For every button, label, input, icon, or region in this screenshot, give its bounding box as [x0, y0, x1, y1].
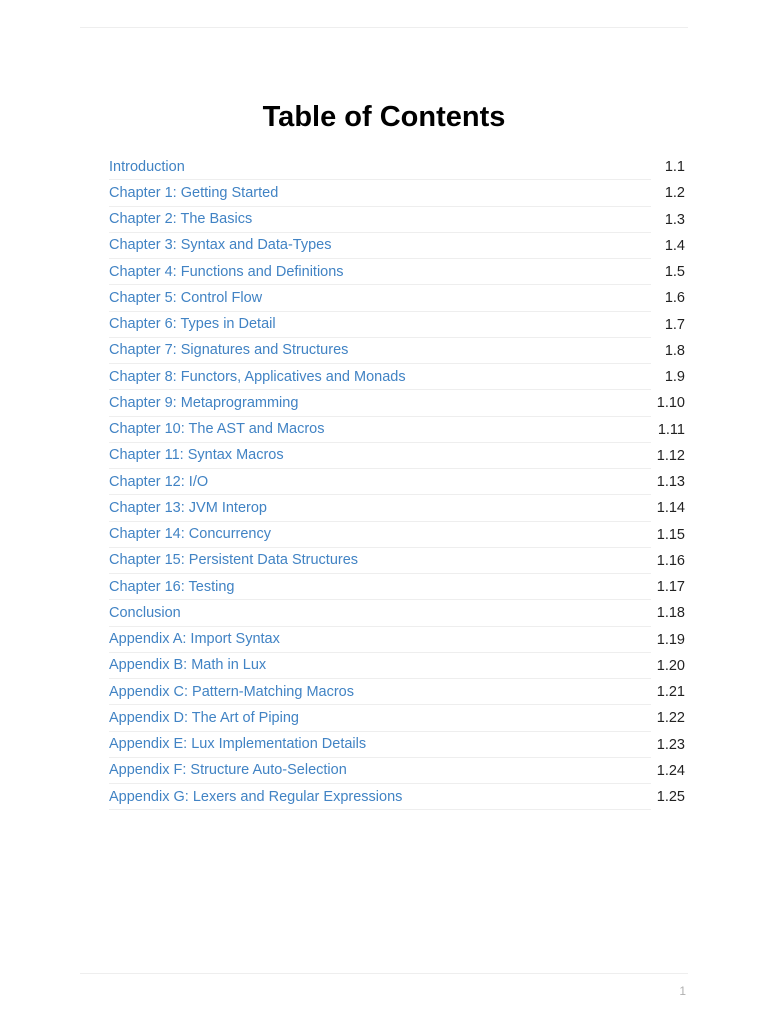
toc-entry: [109, 548, 685, 574]
toc-entry: [109, 364, 685, 390]
top-divider: [80, 27, 688, 28]
toc-entry-link[interactable]: Chapter 5: Control Flow: [109, 289, 263, 306]
toc-entry-number: 1.23: [656, 736, 685, 753]
toc-entry-label-cell: [109, 443, 651, 469]
toc-entry: [109, 180, 685, 206]
toc-entry-number: 1.12: [656, 447, 685, 464]
toc-entry: [109, 312, 685, 338]
toc-entry-link[interactable]: Appendix G: Lexers and Regular Expressions: [109, 788, 403, 805]
toc-entry-label-cell: [109, 679, 651, 705]
toc-entry-link[interactable]: Chapter 1: Getting Started: [109, 184, 279, 201]
toc-entry-label-cell: [109, 574, 651, 600]
toc-entry-link[interactable]: Chapter 7: Signatures and Structures: [109, 342, 349, 359]
toc-entry-link[interactable]: Chapter 9: Metaprogramming: [109, 394, 299, 411]
toc-entry-number: 1.19: [656, 631, 685, 648]
toc-entry: [109, 443, 685, 469]
toc-entry: [109, 679, 685, 705]
toc-entry-label-cell: [109, 600, 651, 626]
toc-entry-label-cell: [109, 495, 651, 521]
toc-entry-link[interactable]: Chapter 13: JVM Interop: [109, 499, 267, 516]
toc-entry-link[interactable]: Chapter 11: Syntax Macros: [109, 447, 284, 464]
toc-entry: [109, 259, 685, 285]
page-number: 1: [679, 984, 686, 998]
toc-entry-number: 1.18: [656, 605, 685, 622]
toc-entry: [109, 495, 685, 521]
toc-entry-number: 1.3: [664, 211, 685, 228]
toc-entry-number: 1.7: [664, 316, 685, 333]
toc-entry-number: 1.24: [656, 762, 685, 779]
toc-entry-number: 1.17: [656, 579, 685, 596]
toc-entry-label-cell: [109, 653, 651, 679]
toc-entry: [109, 522, 685, 548]
toc-entry-number: 1.13: [656, 474, 685, 491]
toc-entry: [109, 285, 685, 311]
toc-entry: [109, 732, 685, 758]
toc-entry-label-cell: [109, 285, 651, 311]
toc-entry-label-cell: [109, 364, 651, 390]
toc-entry-number: 1.5: [664, 264, 685, 281]
toc-entry-link[interactable]: Appendix A: Import Syntax: [109, 631, 280, 648]
toc-entry-number: 1.14: [656, 500, 685, 517]
toc-entry: [109, 469, 685, 495]
toc-entry-link[interactable]: Chapter 12: I/O: [109, 473, 209, 490]
toc-entry-link[interactable]: Appendix B: Math in Lux: [109, 657, 267, 674]
toc-entry-number: 1.11: [657, 421, 685, 438]
toc-entry: [109, 574, 685, 600]
toc-entry-number: 1.22: [656, 710, 685, 727]
toc-entry: [109, 705, 685, 731]
toc-entry-link[interactable]: Chapter 4: Functions and Definitions: [109, 263, 344, 280]
toc-entry-number: 1.1: [664, 159, 685, 176]
toc-entry-number: 1.8: [664, 342, 685, 359]
toc-entry-number: 1.21: [656, 684, 685, 701]
toc-entry-label-cell: [109, 390, 651, 416]
toc-entry-link[interactable]: Introduction: [109, 158, 185, 175]
table-of-contents: [109, 154, 685, 810]
toc-entry: [109, 627, 685, 653]
toc-entry-label-cell: [109, 154, 651, 180]
toc-entry-link[interactable]: Chapter 16: Testing: [109, 578, 235, 595]
toc-entry-link[interactable]: Appendix F: Structure Auto-Selection: [109, 762, 347, 779]
toc-entry-number: 1.25: [656, 789, 685, 806]
toc-entry-link[interactable]: Conclusion: [109, 604, 181, 621]
toc-entry-link[interactable]: Appendix E: Lux Implementation Details: [109, 736, 367, 753]
toc-entry-link[interactable]: Chapter 2: The Basics: [109, 211, 253, 228]
toc-entry: [109, 758, 685, 784]
toc-entry-label-cell: [109, 705, 651, 731]
toc-entry-link[interactable]: Chapter 6: Types in Detail: [109, 316, 276, 333]
toc-entry: [109, 784, 685, 810]
toc-entry-label-cell: [109, 732, 651, 758]
toc-entry-label-cell: [109, 338, 651, 364]
toc-entry-number: 1.15: [656, 526, 685, 543]
toc-entry-number: 1.10: [656, 395, 685, 412]
toc-entry-label-cell: [109, 548, 651, 574]
toc-entry-label-cell: [109, 784, 651, 810]
toc-entry: [109, 338, 685, 364]
toc-entry-label-cell: [109, 312, 651, 338]
toc-entry-number: 1.6: [664, 290, 685, 307]
toc-entry-label-cell: [109, 469, 651, 495]
toc-entry-label-cell: [109, 207, 651, 233]
toc-entry-number: 1.4: [664, 237, 685, 254]
toc-entry-link[interactable]: Chapter 15: Persistent Data Structures: [109, 552, 359, 569]
toc-entry-number: 1.20: [656, 657, 685, 674]
toc-entry: [109, 154, 685, 180]
toc-entry-link[interactable]: Chapter 14: Concurrency: [109, 526, 271, 543]
toc-entry-link[interactable]: Chapter 10: The AST and Macros: [109, 421, 325, 438]
toc-entry: [109, 417, 685, 443]
bottom-divider: [80, 973, 688, 974]
toc-entry-link[interactable]: Appendix C: Pattern-Matching Macros: [109, 683, 354, 700]
toc-entry: [109, 207, 685, 233]
toc-entry-number: 1.2: [664, 185, 685, 202]
toc-entry: [109, 233, 685, 259]
toc-entry: [109, 653, 685, 679]
toc-entry: [109, 390, 685, 416]
toc-entry-label-cell: [109, 233, 651, 259]
toc-entry-label-cell: [109, 417, 651, 443]
toc-entry-number: 1.9: [664, 369, 685, 386]
toc-entry-label-cell: [109, 627, 651, 653]
toc-entry-link[interactable]: Chapter 3: Syntax and Data-Types: [109, 237, 332, 254]
toc-entry-label-cell: [109, 259, 651, 285]
toc-entry-number: 1.16: [656, 552, 685, 569]
toc-entry-link[interactable]: Appendix D: The Art of Piping: [109, 709, 299, 726]
page-title: Table of Contents: [262, 101, 506, 133]
toc-entry-label-cell: [109, 180, 651, 206]
toc-entry-link[interactable]: Chapter 8: Functors, Applicatives and Monads: [109, 368, 406, 385]
toc-entry-label-cell: [109, 522, 651, 548]
toc-entry: [109, 600, 685, 626]
toc-entry-label-cell: [109, 758, 651, 784]
